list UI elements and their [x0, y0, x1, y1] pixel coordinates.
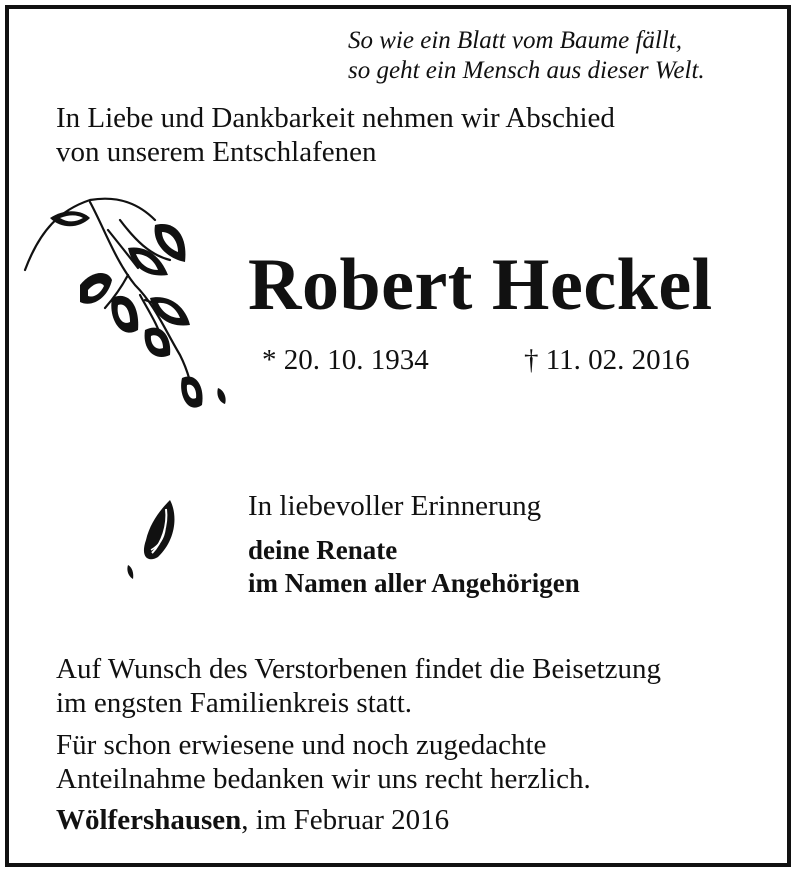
leaf-branch-icon — [20, 190, 240, 430]
signers — [248, 534, 580, 600]
thanks-text — [56, 728, 591, 796]
closing-line — [56, 803, 449, 837]
closing-date: , im Februar 2016 — [241, 804, 450, 836]
memory-text: In liebevoller Erinnerung — [248, 490, 542, 522]
notice-line-1: Auf Wunsch des Verstorbenen findet die Beisetzung — [56, 653, 662, 685]
closing-place: Wölfershausen — [56, 804, 242, 836]
thanks-line-1: Für schon erwiesene und noch zugedachte — [56, 729, 547, 761]
burial-notice — [56, 652, 661, 720]
signer-line-2: im Namen aller Angehörigen — [248, 568, 580, 598]
notice-line-2: im engsten Familienkreis statt. — [56, 687, 413, 719]
intro-line-1: In Liebe und Dankbarkeit nehmen wir Abschied — [56, 102, 615, 134]
birth-date: * 20. 10. 1934 — [262, 344, 429, 376]
signer-line-1: deine Renate — [248, 535, 398, 565]
falling-leaf-icon — [118, 495, 188, 590]
thanks-line-2: Anteilnahme bedanken wir uns recht herzlich. — [56, 763, 591, 795]
deceased-name: Robert Heckel — [248, 244, 713, 326]
quote-line-1: So wie ein Blatt vom Baume fällt, — [348, 27, 682, 54]
epigraph-quote — [348, 26, 705, 86]
quote-line-2: so geht ein Mensch aus dieser Welt. — [348, 57, 705, 84]
death-date: † 11. 02. 2016 — [524, 344, 690, 376]
intro-line-2: von unserem Entschlafenen — [56, 136, 377, 168]
intro-text — [56, 101, 615, 169]
